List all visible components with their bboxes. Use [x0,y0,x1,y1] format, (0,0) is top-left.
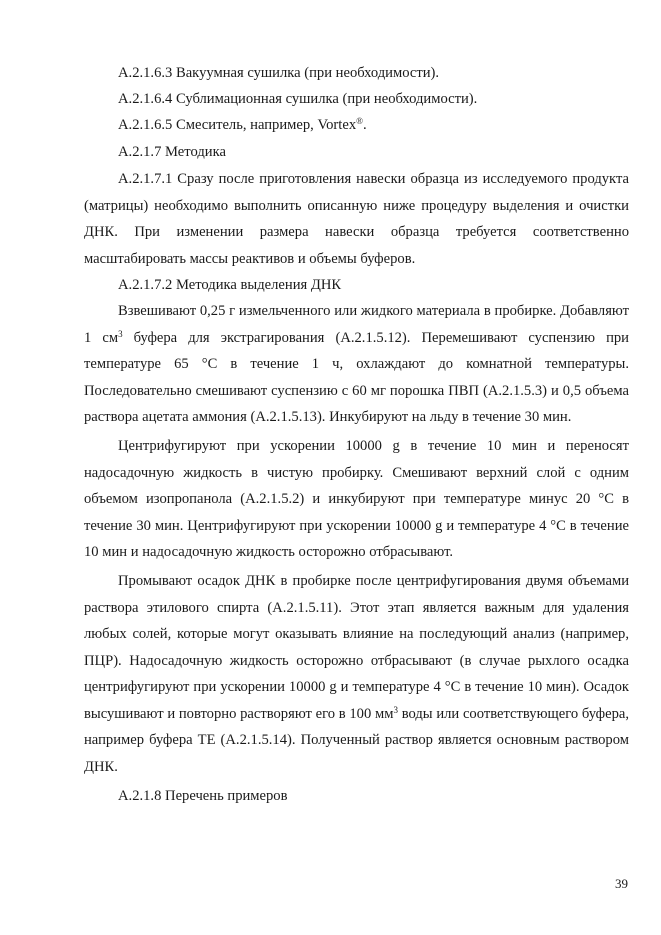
paragraph-centrifuge: Центрифугируют при ускорении 10000 g в течение 10 мин и переносят надосадочную жидкость в чистую пробирку. Смешивают верхний слой с одним объемом изопропанола (А.2.1.5.2) и инкубируют при температуре минус 20 °С в течение 30 мин. Центрифугируют при ускорении 10000 g и температуре 4 °С в течение 10 мин и надосадочную жидкость осторожно отбрасывают. [84,438,629,560]
paragraph-wash: Промывают осадок ДНК в пробирке после центрифугирования двумя объемами раствора этилового спирта (А.2.1.5.11). Этот этап является важным для удаления любых солей, которые могут оказывать влияние на последующий анализ (например, ПЦР). Надосадочную жидкость осторожно отбрасывают (в случае рыхлого осадка центрифугируют при ускорении 10000 g и температуре 4 °С в течение 10 мин). Осадок высушивают и повторно растворяют его в 100 $мм^3$ воды или соответствующего буфера, например буфера ТЕ (А.2.1.5.14). Полученный раствор является основным раствором ДНК. [84,573,630,775]
section-a218-heading: А.2.1.8 Перечень примеров [118,788,288,804]
section-a217-heading: А.2.1.7 Методика [118,144,226,160]
page-number: 39 [615,876,628,891]
section-a2171-paragraph: А.2.1.7.1 Сразу после приготовления навески образца из исследуемого продукта (матрицы) необходимо выполнить описанную ниже процедуру выделения и очистки ДНК. При изменении размера навески образца требуется соответственно масштабировать массы реактивов и объемы буферов. [84,171,629,267]
section-a2172-heading: А.2.1.7.2 Методика выделения ДНК [118,277,342,293]
superscript-3: 3 [118,328,123,339]
superscript-3: 3 [393,704,398,715]
section-a2163: А.2.1.6.3 Вакуумная сушилка (при необходимости). [118,65,440,81]
paragraph-weighing: Взвешивают 0,25 г измельченного или жидкого материала в пробирке. Добавляют 1 $см^3$ буфера для экстрагирования (А.2.1.5.12). Перемешивают суспензию при температуре 65 °С в течение 1 ч, охлаждают до комнатной температуры. Последовательно смешивают суспензию с 60 мг порошка ПВП (А.2.1.5.3) и 0,5 объема раствора ацетата аммония (А.2.1.5.13). Инкубируют на льду в течение 30 мин. [84,303,629,425]
section-a2164: А.2.1.6.4 Сублимационная сушилка (при необходимости). [118,91,478,107]
section-a2165: А.2.1.6.5 Смеситель, например, Vortex®. [118,116,367,133]
registered-mark: ® [356,116,363,127]
